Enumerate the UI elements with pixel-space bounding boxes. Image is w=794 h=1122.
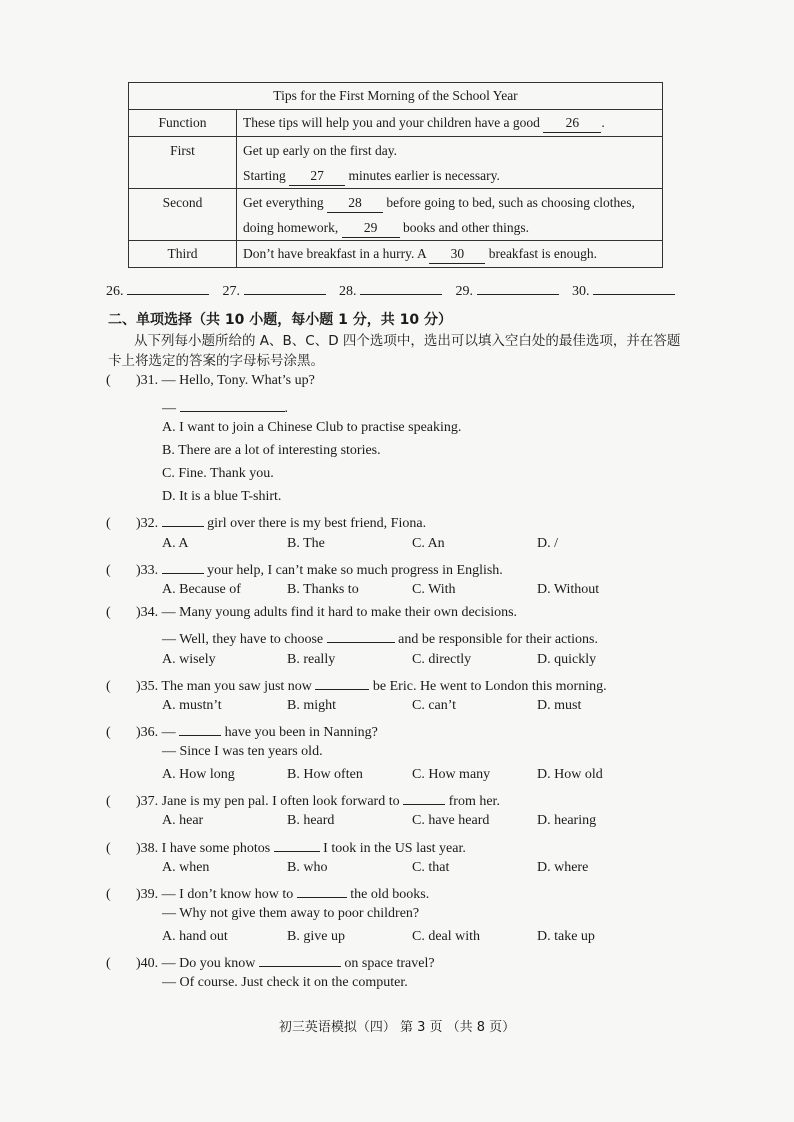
blank-29[interactable]: 29 <box>342 219 400 238</box>
question-stem: The man you saw just now <box>161 679 316 694</box>
row-text: . <box>601 115 605 130</box>
row-content <box>237 110 663 137</box>
blank[interactable] <box>180 397 285 412</box>
question-36-reply: — Since I was ten years old. <box>162 744 323 759</box>
question-39-reply: — Why not give them away to poor children? <box>162 906 420 921</box>
answer-line-27[interactable] <box>244 280 326 295</box>
question-36 <box>106 721 378 741</box>
row-text: minutes earlier is necessary. <box>345 168 500 183</box>
option-a[interactable]: A. when <box>162 860 210 875</box>
option-b[interactable]: B. really <box>287 652 336 667</box>
row-text: Get everything <box>243 195 327 210</box>
question-number: )40. <box>136 956 159 971</box>
question-number: )36. <box>136 725 159 740</box>
question-36-options <box>162 767 662 783</box>
question-32-options <box>162 536 662 552</box>
blank[interactable] <box>162 512 204 527</box>
option-d[interactable]: D. take up <box>537 929 595 944</box>
table-row <box>129 241 663 268</box>
answer-line-26[interactable] <box>127 280 209 295</box>
row-label: Function <box>129 110 237 137</box>
question-40 <box>106 952 435 972</box>
answer-line-29[interactable] <box>477 280 559 295</box>
option-b[interactable]: B. Thanks to <box>287 582 359 597</box>
option-b[interactable]: B. The <box>287 536 325 551</box>
question-stem: — <box>161 725 180 740</box>
question-number: )39. <box>136 887 159 902</box>
question-stem: have you been in Nanning? <box>221 725 378 740</box>
answer-lines <box>106 280 685 300</box>
option-a[interactable]: A. wisely <box>162 652 216 667</box>
answer-paren[interactable]: ( <box>106 516 111 531</box>
question-stem: your help, I can’t make so much progress in English. <box>203 563 503 578</box>
tips-table <box>128 82 663 268</box>
answer-paren[interactable]: ( <box>106 956 111 971</box>
row-label: First <box>129 137 237 189</box>
option-a[interactable]: A. A <box>162 536 189 551</box>
table-title: Tips for the First Morning of the School Year <box>129 83 663 110</box>
answer-number: 30. <box>572 284 590 299</box>
blank[interactable] <box>403 790 445 805</box>
question-number: )35. <box>136 679 159 694</box>
blank-26[interactable]: 26 <box>543 114 601 133</box>
question-38 <box>106 837 466 857</box>
answer-number: 28. <box>339 284 357 299</box>
section-instructions: 从下列每小题所给的 A、B、C、D 四个选项中，选出可以填入空白处的最佳选项，并在答题卡上将选定的答案的字母标号涂黑。 <box>108 333 681 369</box>
answer-paren[interactable]: ( <box>106 373 111 388</box>
option-c[interactable]: C. deal with <box>412 929 481 944</box>
question-37-options <box>162 813 662 829</box>
row-content <box>237 137 663 189</box>
question-stem: — Hello, Tony. What’s up? <box>161 373 315 388</box>
blank-28[interactable]: 28 <box>327 194 383 213</box>
question-stem: I have some photos <box>161 841 274 856</box>
question-stem: — Do you know <box>161 956 259 971</box>
question-34-options <box>162 652 662 668</box>
blank-27[interactable]: 27 <box>289 167 345 186</box>
row-text: doing homework, <box>243 220 342 235</box>
row-content <box>237 241 663 268</box>
row-text: Starting <box>243 168 290 183</box>
question-number: )32. <box>136 516 159 531</box>
question-number: )31. <box>136 373 159 388</box>
table-row <box>129 137 663 189</box>
option-c[interactable]: C. have heard <box>412 813 490 828</box>
row-label: Second <box>129 189 237 241</box>
option-b[interactable]: B. who <box>287 860 328 875</box>
option-b[interactable]: B. How often <box>287 767 363 782</box>
row-text: These tips will help you and your children have a good <box>243 115 544 130</box>
question-stem: be Eric. He went to London this morning. <box>369 679 607 694</box>
answer-paren[interactable]: ( <box>106 679 111 694</box>
row-label: Third <box>129 241 237 268</box>
question-stem: girl over there is my best friend, Fiona. <box>203 516 427 531</box>
option-d[interactable]: D. quickly <box>537 652 597 667</box>
answer-paren[interactable]: ( <box>106 887 111 902</box>
option-d[interactable]: D. Without <box>537 582 600 597</box>
answer-paren[interactable]: ( <box>106 841 111 856</box>
blank[interactable] <box>259 952 341 967</box>
question-35-options <box>162 698 662 714</box>
question-32 <box>106 512 426 532</box>
question-33-options <box>162 582 662 598</box>
option-b[interactable]: B. heard <box>287 813 335 828</box>
question-stem: I took in the US last year. <box>319 841 466 856</box>
question-stem: — I don’t know how to <box>161 887 297 902</box>
question-stem: from her. <box>445 794 500 809</box>
question-38-options <box>162 860 662 876</box>
answer-paren[interactable]: ( <box>106 605 111 620</box>
question-31-reply: — . <box>162 397 288 417</box>
option-c[interactable]: C. that <box>412 860 450 875</box>
question-stem: the old books. <box>346 887 430 902</box>
blank[interactable] <box>162 559 204 574</box>
question-stem: — Many young adults find it hard to make their own decisions. <box>161 605 518 620</box>
option-c[interactable]: C. directly <box>412 652 472 667</box>
option-b[interactable]: B. might <box>287 698 337 713</box>
blank[interactable] <box>179 721 221 736</box>
option-b[interactable]: B. There are a lot of interesting stories. <box>162 443 381 458</box>
row-text: before going to bed, such as choosing clothes, <box>382 195 635 210</box>
option-a[interactable]: A. hand out <box>162 929 228 944</box>
question-stem: — Well, they have to choose <box>162 632 327 647</box>
option-a[interactable]: A. Because of <box>162 582 241 597</box>
section-title: 二、单项选择（共 10 小题，每小题 1 分，共 10 分） <box>108 312 452 328</box>
option-d[interactable]: D. where <box>537 860 589 875</box>
question-number: )33. <box>136 563 159 578</box>
dash: — <box>162 401 176 416</box>
option-b[interactable]: B. give up <box>287 929 345 944</box>
question-31 <box>106 373 315 389</box>
answer-line-28[interactable] <box>360 280 442 295</box>
row-content <box>237 189 663 241</box>
answer-number: 26. <box>106 284 124 299</box>
question-35 <box>106 675 607 695</box>
option-d[interactable]: D. / <box>537 536 558 551</box>
answer-number: 27. <box>222 284 240 299</box>
row-text: books and other things. <box>399 220 529 235</box>
table-row <box>129 189 663 241</box>
answer-paren[interactable]: ( <box>106 563 111 578</box>
row-text: Get up early on the first day. <box>243 143 397 158</box>
option-c[interactable]: C. An <box>412 536 445 551</box>
answer-paren[interactable]: ( <box>106 725 111 740</box>
blank-30[interactable]: 30 <box>429 245 485 264</box>
question-stem: Jane is my pen pal. I often look forward to <box>161 794 404 809</box>
answer-number: 29. <box>455 284 473 299</box>
option-d[interactable]: D. How old <box>537 767 603 782</box>
option-d[interactable]: D. must <box>537 698 582 713</box>
row-text: Don’t have breakfast in a hurry. A <box>243 246 430 261</box>
option-d[interactable]: D. It is a blue T-shirt. <box>162 489 282 504</box>
question-34-reply <box>162 628 598 648</box>
question-33 <box>106 559 503 579</box>
option-a[interactable]: A. I want to join a Chinese Club to practise speaking. <box>162 420 462 435</box>
option-c[interactable]: C. Fine. Thank you. <box>162 466 274 481</box>
question-34 <box>106 605 517 621</box>
option-a[interactable]: A. mustn’t <box>162 698 222 713</box>
question-39-options <box>162 929 662 945</box>
question-number: )38. <box>136 841 159 856</box>
blank[interactable] <box>274 837 320 852</box>
blank[interactable] <box>297 883 347 898</box>
question-number: )37. <box>136 794 159 809</box>
question-number: )34. <box>136 605 159 620</box>
option-a[interactable]: A. How long <box>162 767 235 782</box>
page-footer: 初三英语模拟（四） 第 3 页 （共 8 页） <box>278 1020 516 1035</box>
option-c[interactable]: C. How many <box>412 767 491 782</box>
question-39 <box>106 883 429 903</box>
answer-line-30[interactable] <box>593 280 675 295</box>
question-stem: and be responsible for their actions. <box>394 632 598 647</box>
option-c[interactable]: C. With <box>412 582 456 597</box>
answer-paren[interactable]: ( <box>106 794 111 809</box>
option-a[interactable]: A. hear <box>162 813 204 828</box>
question-40-reply: — Of course. Just check it on the computer. <box>162 975 408 990</box>
blank[interactable] <box>327 628 395 643</box>
blank[interactable] <box>315 675 369 690</box>
table-row <box>129 110 663 137</box>
question-37 <box>106 790 500 810</box>
option-d[interactable]: D. hearing <box>537 813 597 828</box>
option-c[interactable]: C. can’t <box>412 698 457 713</box>
question-stem: on space travel? <box>340 956 435 971</box>
row-text: breakfast is enough. <box>485 246 598 261</box>
